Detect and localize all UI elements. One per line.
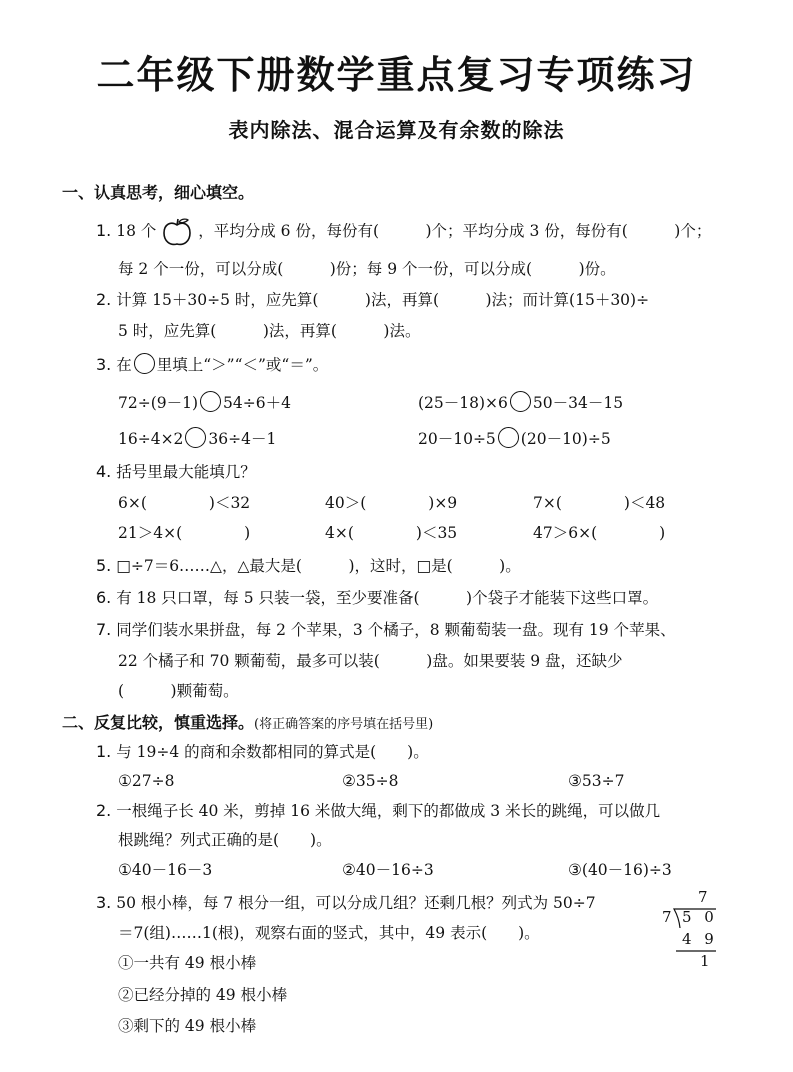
compare-item-4 xyxy=(418,427,611,450)
question-1-2 xyxy=(96,289,649,311)
question-number: 3. xyxy=(96,893,112,912)
compare-item-1 xyxy=(118,391,291,414)
compare-item-2 xyxy=(418,391,623,414)
compare-right: 36÷4－1 xyxy=(208,430,277,448)
question-text: 里填上“＞”“＜”或“＝”。 xyxy=(156,356,329,374)
question-text: 与 19÷4 的商和余数都相同的算式是( )。 xyxy=(116,743,429,761)
divisor: 7 xyxy=(662,908,672,926)
fill-item: 40＞( )×9 xyxy=(325,494,458,512)
answer-circle[interactable] xyxy=(185,427,206,448)
fill-item: 6×( )＜32 xyxy=(118,494,251,512)
question-text: 计算 15＋30÷5 时，应先算( )法，再算( )法；而计算(15＋30)÷ xyxy=(116,291,650,309)
question-text: ，平均分成 6 份，每份有( )个；平均分成 3 份，每份有( )个； xyxy=(198,222,712,240)
fill-item: 47＞6×( ) xyxy=(533,524,666,542)
question-text: 在 xyxy=(116,356,132,374)
question-1-5 xyxy=(96,555,521,577)
question-2-2 xyxy=(96,800,660,822)
option-a: ①40－16－3 xyxy=(118,861,213,879)
question-2-2-line2: 根跳绳？列式正确的是( )。 xyxy=(118,831,332,849)
product: 4 9 xyxy=(682,930,718,948)
compare-left: 72÷(9－1) xyxy=(118,394,199,412)
answer-circle[interactable] xyxy=(498,427,519,448)
section-2-heading xyxy=(62,710,433,733)
answer-circle[interactable] xyxy=(510,391,531,412)
division-bracket xyxy=(660,888,720,978)
question-1-7 xyxy=(96,619,676,641)
question-1-2-line2: 5 时，应先算( )法，再算( )法。 xyxy=(118,322,421,340)
question-1-1 xyxy=(96,217,711,247)
option-c: ③剩下的 49 根小棒 xyxy=(118,1017,257,1035)
compare-left: 16÷4×2 xyxy=(118,430,184,448)
question-1-4 xyxy=(96,461,256,483)
question-number: 7. xyxy=(96,620,112,639)
compare-item-3 xyxy=(118,427,276,450)
question-1-3 xyxy=(96,353,328,376)
question-text: 括号里最大能填几？ xyxy=(116,463,256,481)
option-b: ②40－16÷3 xyxy=(342,861,434,879)
question-number: 6. xyxy=(96,588,112,607)
question-2-1 xyxy=(96,741,429,763)
option-b: ②35÷8 xyxy=(342,772,399,790)
compare-left: 20－10÷5 xyxy=(418,430,496,448)
question-number: 4. xyxy=(96,462,112,481)
question-text: 有 18 只口罩，每 5 只装一袋，至少要准备( )个袋子才能装下这些口罩。 xyxy=(116,589,659,607)
question-1-1-line2: 每 2 个一份，可以分成( )份；每 9 个一份，可以分成( )份。 xyxy=(118,260,616,278)
option-b: ②已经分掉的 49 根小棒 xyxy=(118,986,288,1004)
compare-right: (20－10)÷5 xyxy=(520,430,611,448)
question-number: 3. xyxy=(96,355,112,374)
circle-icon xyxy=(134,353,155,374)
question-number: 5. xyxy=(96,556,112,575)
question-2-3 xyxy=(96,892,596,914)
fill-item: 4×( )＜35 xyxy=(325,524,458,542)
quotient: 7 xyxy=(698,888,708,906)
long-division xyxy=(660,888,720,978)
question-number: 1. xyxy=(96,742,112,761)
apple-icon xyxy=(161,217,193,247)
compare-right: 54÷6＋4 xyxy=(223,394,291,412)
option-c: ③(40－16)÷3 xyxy=(568,861,672,879)
fill-item: 21＞4×( ) xyxy=(118,524,251,542)
answer-circle[interactable] xyxy=(200,391,221,412)
section-2-note: (将正确答案的序号填在括号里) xyxy=(254,717,434,732)
question-text: □÷7＝6……△，△最大是( )，这时，□是( )。 xyxy=(116,557,521,575)
page-subtitle: 表内除法、混合运算及有余数的除法 xyxy=(228,118,565,142)
question-2-3-line2: ＝7(组)……1(根)，观察右面的竖式，其中，49 表示( )。 xyxy=(118,924,540,942)
option-c: ③53÷7 xyxy=(568,772,625,790)
question-text: 同学们装水果拼盘，每 2 个苹果，3 个橘子，8 颗葡萄装一盘。现有 19 个苹果、 xyxy=(116,621,676,639)
question-text: 50 根小棒，每 7 根分一组，可以分成几组？还剩几根？列式为 50÷7 xyxy=(116,894,596,912)
compare-right: 50－34－15 xyxy=(532,394,624,412)
dividend: 5 0 xyxy=(682,908,718,926)
question-text: 18 个 xyxy=(116,222,157,240)
question-1-7-line2: 22 个橘子和 70 颗葡萄，最多可以装( )盘。如果要装 9 盘，还缺少 xyxy=(118,652,623,670)
page-title: 二年级下册数学重点复习专项练习 xyxy=(96,53,697,97)
question-number: 2. xyxy=(96,290,112,309)
option-a: ①一共有 49 根小棒 xyxy=(118,954,257,972)
compare-left: (25－18)×6 xyxy=(418,394,508,412)
question-1-6 xyxy=(96,587,658,609)
question-text: 一根绳子长 40 米，剪掉 16 米做大绳，剩下的都做成 3 米长的跳绳，可以做几 xyxy=(116,802,661,820)
question-number: 2. xyxy=(96,801,112,820)
remainder: 1 xyxy=(700,952,710,970)
option-a: ①27÷8 xyxy=(118,772,175,790)
section-1-heading: 一、认真思考，细心填空。 xyxy=(62,183,255,202)
fill-item: 7×( )＜48 xyxy=(533,494,666,512)
section-2-title: 二、反复比较，慎重选择。 xyxy=(62,713,255,732)
question-number: 1. xyxy=(96,221,112,240)
question-1-7-line3: ( )颗葡萄。 xyxy=(118,682,239,700)
